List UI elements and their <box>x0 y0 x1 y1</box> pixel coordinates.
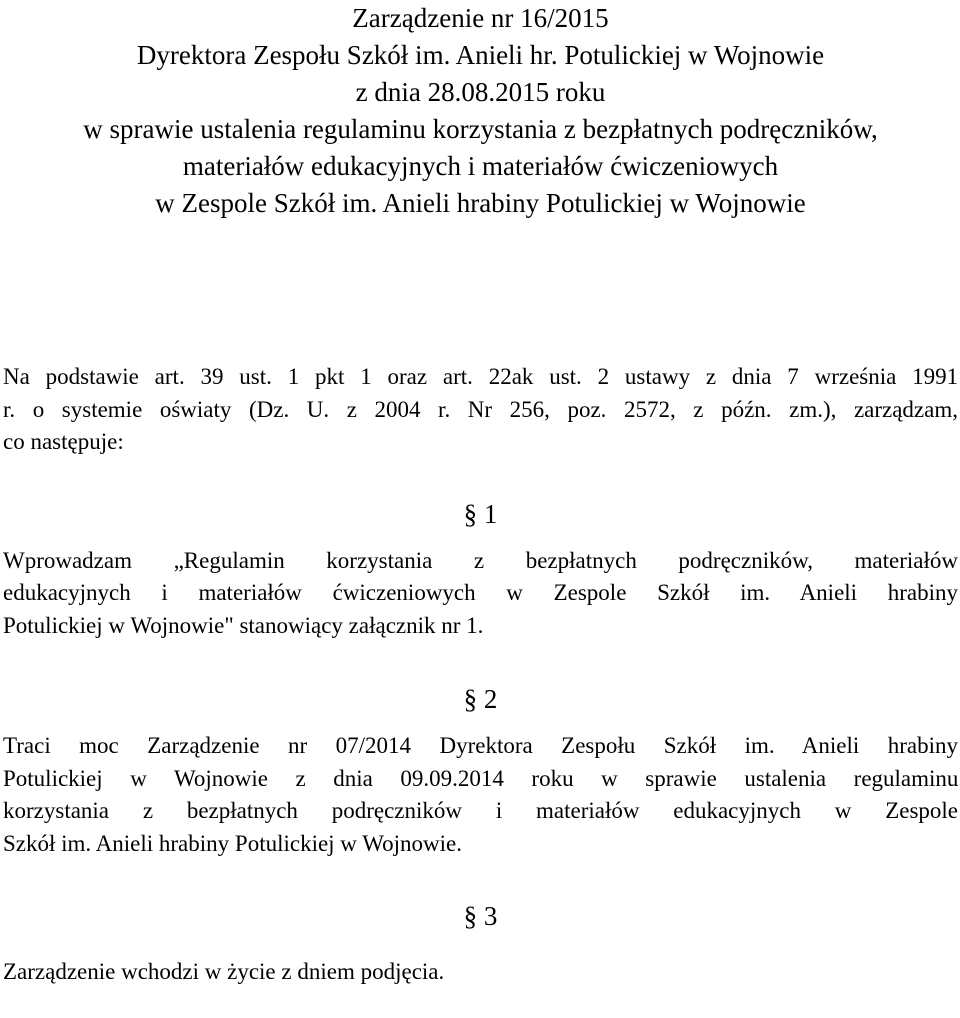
legal-basis-line-1: Na podstawie art. 39 ust. 1 pkt 1 oraz art. 22ak ust. 2 ustawy z dnia 7 września 1991 <box>3 364 959 389</box>
title-subject-line-3: w Zespole Szkół im. Anieli hrabiny Potulickiej w Wojnowie <box>155 188 806 218</box>
legal-basis-line-2: r. o systemie oświaty (Dz. U. z 2004 r. Nr 256, poz. 2572, z późn. zm.), zarządzam, <box>3 396 958 422</box>
section-1-line-3: Potulickiej w Wojnowie" stanowiący załącznik nr 1. <box>3 612 484 638</box>
section-mark-2: § 2 <box>463 684 498 714</box>
section-1-line-1: Wprowadzam „Regulamin korzystania z bezpłatnych podręczników, materiałów <box>3 547 958 573</box>
section-2-line-1: Traci moc Zarządzenie nr 07/2014 Dyrektora Zespołu Szkół im. Anieli hrabiny <box>3 733 958 758</box>
section-2-line-2: Potulickiej w Wojnowie z dnia 09.09.2014 roku w sprawie ustalenia regulaminu <box>3 765 959 791</box>
document-title <box>3 0 958 222</box>
legal-basis-line-3: co następuje: <box>3 429 124 454</box>
section-2-line-3: korzystania z bezpłatnych podręczników i materiałów edukacyjnych w Zespole <box>3 798 958 823</box>
title-subject-line-1: w sprawie ustalenia regulaminu korzystania z bezpłatnych podręczników, <box>83 114 878 144</box>
section-2-paragraph <box>3 730 958 860</box>
section-3-line-1: Zarządzenie wchodzi w życie z dniem podjęcia. <box>3 959 445 984</box>
title-date: z dnia 28.08.2015 roku <box>355 77 606 107</box>
section-1-paragraph <box>3 545 958 643</box>
section-mark-3: § 3 <box>463 901 498 931</box>
section-3-paragraph <box>3 956 958 989</box>
title-issuer: Dyrektora Zespołu Szkół im. Anieli hr. Potulickiej w Wojnowie <box>136 40 825 70</box>
legal-basis-paragraph <box>3 361 958 459</box>
title-order-number: Zarządzenie nr 16/2015 <box>352 3 609 33</box>
title-subject-line-2: materiałów edukacyjnych i materiałów ćwiczeniowych <box>182 151 779 181</box>
section-1-line-2: edukacyjnych i materiałów ćwiczeniowych w Zespole Szkół im. Anieli hrabiny <box>3 580 958 605</box>
section-2-line-4: Szkół im. Anieli hrabiny Potulickiej w Wojnowie. <box>3 830 462 856</box>
section-mark-1: § 1 <box>463 498 498 529</box>
